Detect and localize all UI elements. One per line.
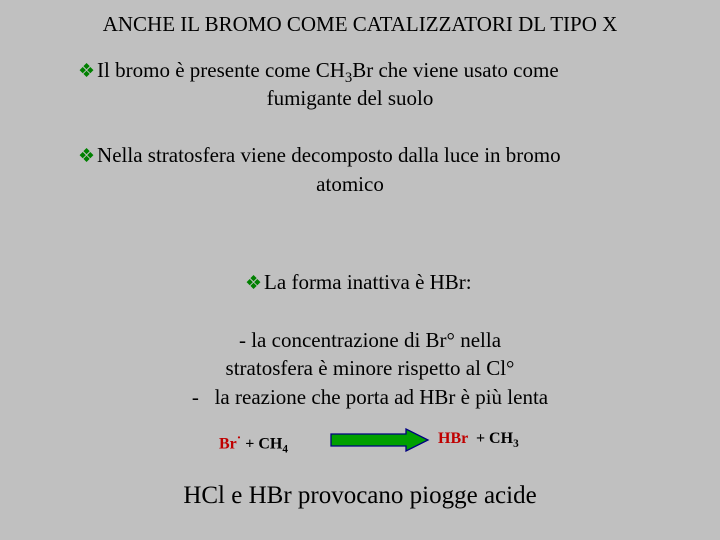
reaction-left: [219, 430, 288, 456]
bullet-1: [78, 58, 559, 87]
reaction-right-sub: 3: [513, 438, 519, 451]
bullet-3-text: La forma inattiva è HBr:: [264, 270, 472, 294]
bromine-radical: Br: [219, 435, 237, 453]
radical-dot: ·: [236, 430, 242, 445]
bullet-3: [245, 270, 472, 295]
reaction-right: [438, 430, 519, 450]
reaction-left-plus: + CH: [245, 435, 283, 453]
line-3: - la reazione che porta ad HBr è più lenta: [191, 385, 549, 409]
bullet-1-text: Il bromo è presente come CH: [97, 58, 345, 82]
bullet-1-text-post: Br che viene usato come: [352, 58, 559, 82]
reaction-right-plus: + CH: [475, 430, 514, 447]
bullet-1-continuation: fumigante del suolo: [266, 86, 434, 110]
diamond-bullet-icon: ❖: [245, 273, 263, 294]
bullet-1-sub: 3: [344, 70, 353, 87]
hbr-product: HBr: [438, 430, 468, 447]
final-statement: HCl e HBr provocano piogge acide: [183, 482, 537, 509]
reaction-left-sub: 4: [282, 443, 288, 456]
bullet-2: [78, 143, 561, 168]
diamond-bullet-icon: ❖: [78, 61, 96, 82]
slide-title: ANCHE IL BROMO COME CATALIZZATORI DL TIPO X: [102, 12, 618, 36]
line-2: stratosfera è minore rispetto al Cl°: [225, 356, 515, 380]
reaction-arrow-icon: [330, 428, 430, 452]
line-1: - la concentrazione di Br° nella: [238, 328, 502, 352]
bullet-2-continuation: atomico: [316, 172, 384, 196]
bullet-2-text: Nella stratosfera viene decomposto dalla luce in bromo: [97, 143, 561, 167]
diamond-bullet-icon: ❖: [78, 146, 96, 167]
